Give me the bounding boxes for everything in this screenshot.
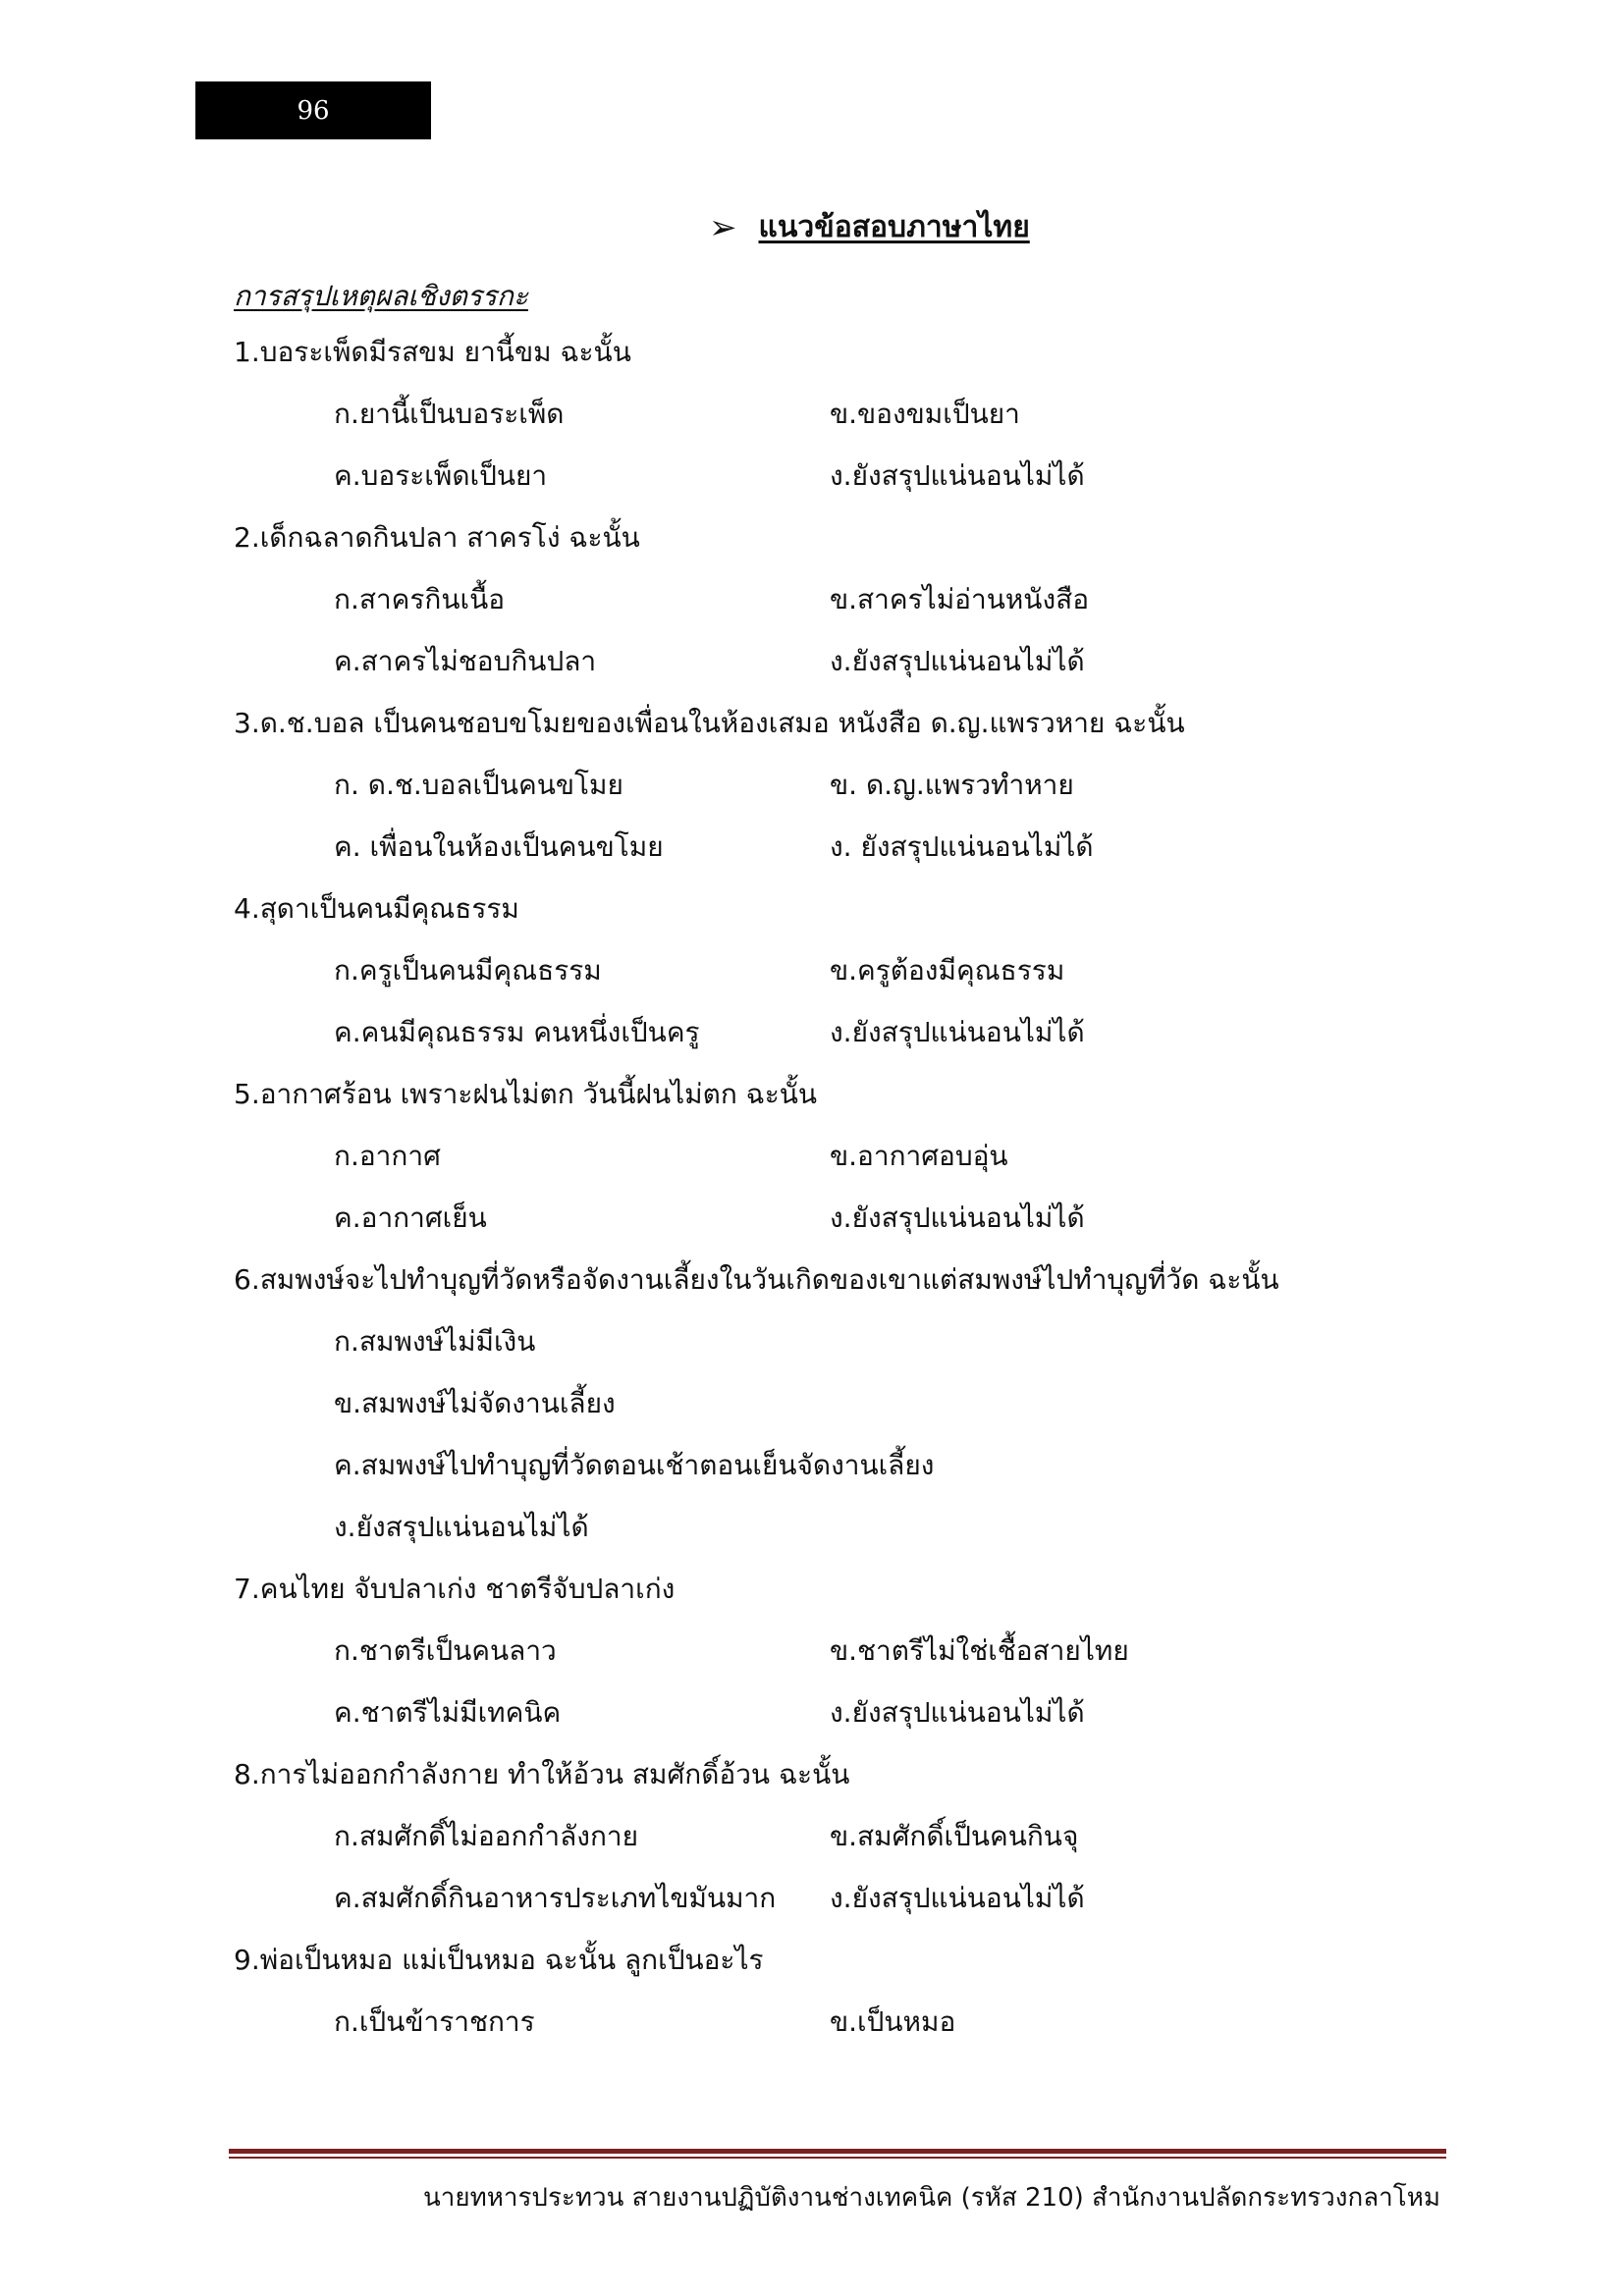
footer-text: นายทหารประทวน สายงานปฏิบัติงานช่างเทคนิค (รหัส 210) สำนักงานปลัดกระทรวงกลาโหม xyxy=(422,2183,1440,2213)
q7-option-d: ง.ยังสรุปแน่นอนไม่ได้ xyxy=(830,1696,1085,1729)
q8-option-c: ค.สมศักดิ์กินอาหารประเภทไขมันมาก xyxy=(334,1882,777,1914)
q6-option-a: ก.สมพงษ์ไม่มีเงิน xyxy=(334,1325,536,1358)
q5-option-a: ก.อากาศ xyxy=(334,1140,441,1172)
q3-option-a: ก. ด.ช.บอลเป็นคนขโมย xyxy=(334,769,623,801)
q1-option-b: ข.ของขมเป็นยา xyxy=(830,398,1020,430)
question-3: 3.ด.ช.บอล เป็นคนชอบขโมยของเพื่อนในห้องเสมอ หนังสือ ด.ญ.แพรวหาย ฉะนั้น xyxy=(234,707,1185,739)
question-8: 8.การไม่ออกกำลังกาย ทำให้อ้วน สมศักดิ์อ้วน ฉะนั้น xyxy=(234,1758,850,1790)
q4-option-d: ง.ยังสรุปแน่นอนไม่ได้ xyxy=(830,1016,1085,1048)
question-4: 4.สุดาเป็นคนมีคุณธรรม xyxy=(234,892,519,925)
q1-option-a: ก.ยานี้เป็นบอระเพ็ด xyxy=(334,398,565,430)
q3-option-d: ง. ยังสรุปแน่นอนไม่ได้ xyxy=(830,830,1094,863)
question-7: 7.คนไทย จับปลาเก่ง ชาตรีจับปลาเก่ง xyxy=(234,1573,676,1605)
footer-rule-thin xyxy=(229,2157,1446,2159)
subheading: การสรุปเหตุผลเชิงตรรกะ xyxy=(234,280,528,312)
q5-option-c: ค.อากาศเย็น xyxy=(334,1201,487,1234)
q3-option-b: ข. ด.ญ.แพรวทำหาย xyxy=(830,769,1074,801)
q2-option-a: ก.สาครกินเนื้อ xyxy=(334,583,506,615)
heading-text: แนวข้อสอบภาษาไทย xyxy=(758,210,1030,244)
q6-option-d: ง.ยังสรุปแน่นอนไม่ได้ xyxy=(334,1511,589,1543)
q4-option-a: ก.ครูเป็นคนมีคุณธรรม xyxy=(334,954,602,987)
q6-option-b: ข.สมพงษ์ไม่จัดงานเลี้ยง xyxy=(334,1387,616,1419)
question-5: 5.อากาศร้อน เพราะฝนไม่ตก วันนี้ฝนไม่ตก ฉะนั้น xyxy=(234,1078,818,1110)
page-number-box xyxy=(195,81,431,139)
question-9: 9.พ่อเป็นหมอ แม่เป็นหมอ ฉะนั้น ลูกเป็นอะไร xyxy=(234,1944,764,1976)
q2-option-c: ค.สาครไม่ชอบกินปลา xyxy=(334,645,597,677)
q1-option-d: ง.ยังสรุปแน่นอนไม่ได้ xyxy=(830,459,1085,492)
page-number: 96 xyxy=(297,95,330,126)
q8-option-b: ข.สมศักดิ์เป็นคนกินจุ xyxy=(830,1820,1079,1852)
arrow-bullet-icon: ➢ xyxy=(709,207,737,247)
q7-option-c: ค.ชาตรีไม่มีเทคนิค xyxy=(334,1696,562,1729)
q2-option-d: ง.ยังสรุปแน่นอนไม่ได้ xyxy=(830,645,1085,677)
q3-option-c: ค. เพื่อนในห้องเป็นคนขโมย xyxy=(334,830,664,863)
q9-option-b: ข.เป็นหมอ xyxy=(830,2005,956,2038)
q6-option-c: ค.สมพงษ์ไปทำบุญที่วัดตอนเช้าตอนเย็นจัดงานเลี้ยง xyxy=(334,1449,935,1481)
q4-option-b: ข.ครูต้องมีคุณธรรม xyxy=(830,954,1065,987)
q2-option-b: ข.สาครไม่อ่านหนังสือ xyxy=(830,583,1090,615)
q8-option-a: ก.สมศักดิ์ไม่ออกกำลังกาย xyxy=(334,1820,639,1852)
q7-option-b: ข.ชาตรีไม่ใช่เชื้อสายไทย xyxy=(830,1634,1129,1667)
question-6: 6.สมพงษ์จะไปทำบุญที่วัดหรือจัดงานเลี้ยงในวันเกิดของเขาแต่สมพงษ์ไปทำบุญที่วัด ฉะนั้น xyxy=(234,1263,1279,1296)
q7-option-a: ก.ชาตรีเป็นคนลาว xyxy=(334,1634,557,1667)
q9-option-a: ก.เป็นข้าราชการ xyxy=(334,2005,535,2038)
section-heading xyxy=(709,204,1030,250)
q4-option-c: ค.คนมีคุณธรรม คนหนึ่งเป็นครู xyxy=(334,1016,700,1048)
footer-rule xyxy=(229,2149,1446,2154)
q1-option-c: ค.บอระเพ็ดเป็นยา xyxy=(334,459,548,492)
q5-option-b: ข.อากาศอบอุ่น xyxy=(830,1140,1008,1172)
q5-option-d: ง.ยังสรุปแน่นอนไม่ได้ xyxy=(830,1201,1085,1234)
question-1: 1.บอระเพ็ดมีรสขม ยานี้ขม ฉะนั้น xyxy=(234,336,631,368)
q8-option-d: ง.ยังสรุปแน่นอนไม่ได้ xyxy=(830,1882,1085,1914)
question-2: 2.เด็กฉลาดกินปลา สาครโง่ ฉะนั้น xyxy=(234,521,640,554)
